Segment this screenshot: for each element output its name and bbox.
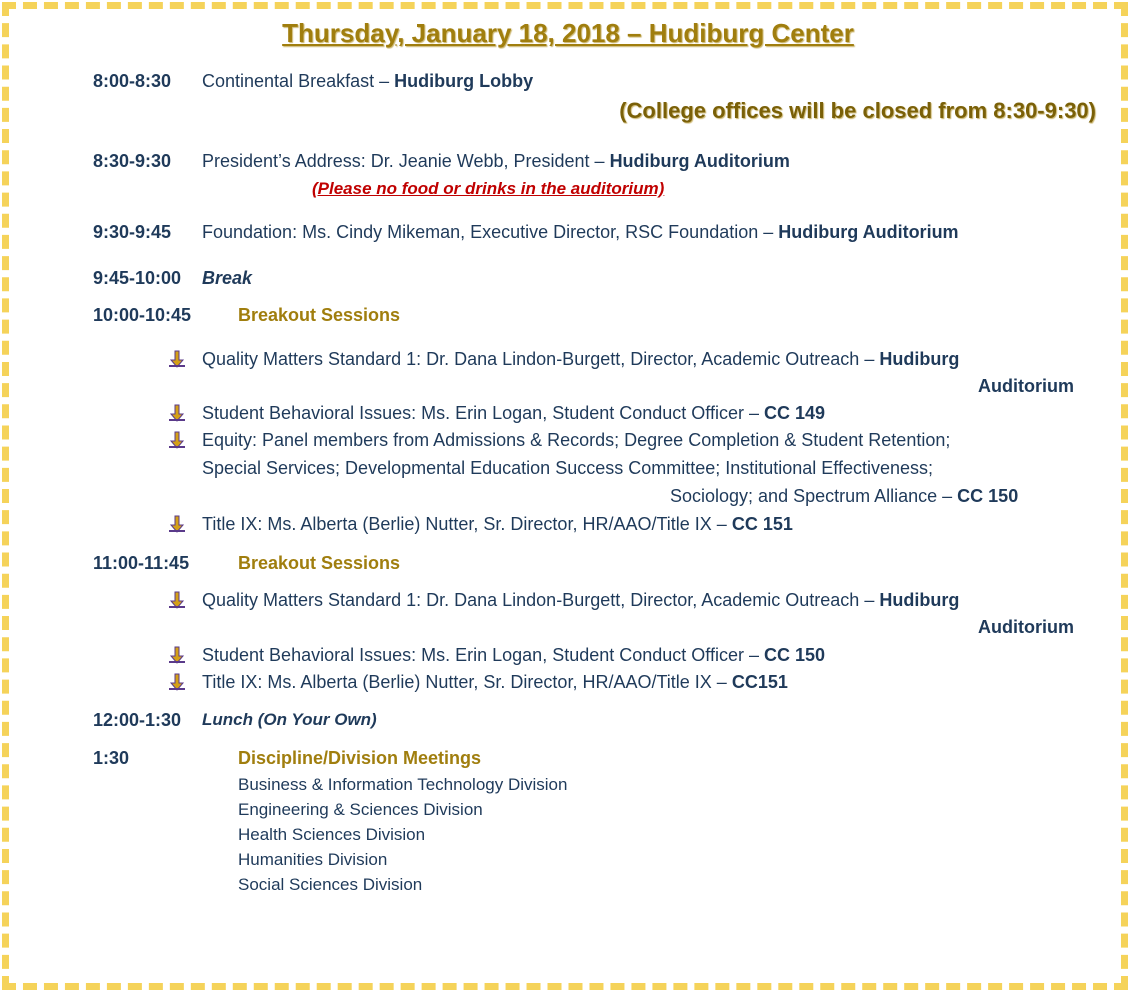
time-foundation: 9:30-9:45 bbox=[93, 222, 172, 242]
session2-bullet-qm-location2: Auditorium bbox=[978, 617, 1074, 637]
division-item: Business & Information Technology Division bbox=[238, 775, 568, 794]
item-foundation bbox=[202, 222, 959, 243]
session1-label: Breakout Sessions bbox=[238, 305, 401, 325]
item-president bbox=[202, 151, 790, 172]
item-text: Continental Breakfast – bbox=[202, 71, 395, 91]
bullet-text: Sociology; and Spectrum Alliance – bbox=[670, 486, 958, 506]
closed-note: (College offices will be closed from 8:30-9:30) bbox=[619, 98, 1096, 123]
division-item: Social Sciences Division bbox=[238, 875, 423, 894]
meetings-label: Discipline/Division Meetings bbox=[238, 748, 482, 768]
item-location: Hudiburg Auditorium bbox=[609, 151, 790, 171]
bullet-text: Quality Matters Standard 1: Dr. Dana Lindon-Burgett, Director, Academic Outreach – bbox=[202, 590, 880, 610]
item-break: Break bbox=[202, 268, 253, 288]
arrow-down-bullet-icon bbox=[168, 646, 186, 664]
session2-bullet-qm bbox=[202, 590, 959, 611]
time-meetings: 1:30 bbox=[93, 748, 130, 768]
division-item: Engineering & Sciences Division bbox=[238, 800, 483, 819]
bullet-location: Hudiburg bbox=[879, 349, 960, 369]
bullet-location: CC151 bbox=[731, 672, 788, 692]
bullet-location: CC 151 bbox=[731, 514, 793, 534]
bullet-text: Title IX: Ms. Alberta (Berlie) Nutter, Sr. Director, HR/AAO/Title IX – bbox=[202, 672, 732, 692]
time-session1: 10:00-10:45 bbox=[93, 305, 192, 325]
time-session2: 11:00-11:45 bbox=[93, 553, 190, 573]
time-breakfast: 8:00-8:30 bbox=[93, 71, 172, 91]
bullet-location: CC 150 bbox=[957, 486, 1019, 506]
bullet-text: Quality Matters Standard 1: Dr. Dana Lindon-Burgett, Director, Academic Outreach – bbox=[202, 349, 880, 369]
arrow-down-bullet-icon bbox=[168, 350, 186, 368]
session2-bullet-behavioral bbox=[202, 645, 825, 666]
time-lunch: 12:00-1:30 bbox=[93, 710, 182, 730]
session1-bullet-equity-line2: Special Services; Developmental Education Success Committee; Institutional Effectiveness; bbox=[202, 458, 934, 478]
arrow-down-bullet-icon bbox=[168, 591, 186, 609]
session1-bullet-qm bbox=[202, 349, 959, 370]
session2-label: Breakout Sessions bbox=[238, 553, 401, 573]
session1-bullet-titleix bbox=[202, 514, 793, 535]
no-food-note: (Please no food or drinks in the auditorium) bbox=[312, 179, 665, 198]
time-break: 9:45-10:00 bbox=[93, 268, 182, 288]
page-title: Thursday, January 18, 2018 – Hudiburg Center bbox=[282, 18, 854, 48]
item-location: Hudiburg Auditorium bbox=[778, 222, 959, 242]
bullet-location: CC 150 bbox=[763, 645, 826, 665]
item-lunch: Lunch (On Your Own) bbox=[202, 710, 377, 729]
arrow-down-bullet-icon bbox=[168, 431, 186, 449]
arrow-down-bullet-icon bbox=[168, 515, 186, 533]
session2-bullet-titleix bbox=[202, 672, 788, 693]
session1-bullet-equity-line1: Equity: Panel members from Admissions & Records; Degree Completion & Student Retention; bbox=[202, 430, 951, 450]
division-item: Humanities Division bbox=[238, 850, 388, 869]
bullet-location: CC 149 bbox=[763, 403, 826, 423]
session1-bullet-equity-line3 bbox=[670, 486, 1018, 507]
division-item: Health Sciences Division bbox=[238, 825, 426, 844]
time-president: 8:30-9:30 bbox=[93, 151, 172, 171]
arrow-down-bullet-icon bbox=[168, 673, 186, 691]
bullet-text: Title IX: Ms. Alberta (Berlie) Nutter, Sr. Director, HR/AAO/Title IX – bbox=[202, 514, 732, 534]
session1-bullet-qm-location2: Auditorium bbox=[978, 376, 1074, 396]
session1-bullet-behavioral bbox=[202, 403, 825, 424]
bullet-text: Student Behavioral Issues: Ms. Erin Logan, Student Conduct Officer – bbox=[202, 645, 764, 665]
item-text: President’s Address: Dr. Jeanie Webb, President – bbox=[202, 151, 610, 171]
item-breakfast bbox=[202, 71, 533, 92]
bullet-text: Student Behavioral Issues: Ms. Erin Logan, Student Conduct Officer – bbox=[202, 403, 764, 423]
arrow-down-bullet-icon bbox=[168, 404, 186, 422]
item-location: Hudiburg Lobby bbox=[394, 71, 534, 91]
bullet-location: Hudiburg bbox=[879, 590, 960, 610]
item-text: Foundation: Ms. Cindy Mikeman, Executive Director, RSC Foundation – bbox=[202, 222, 779, 242]
